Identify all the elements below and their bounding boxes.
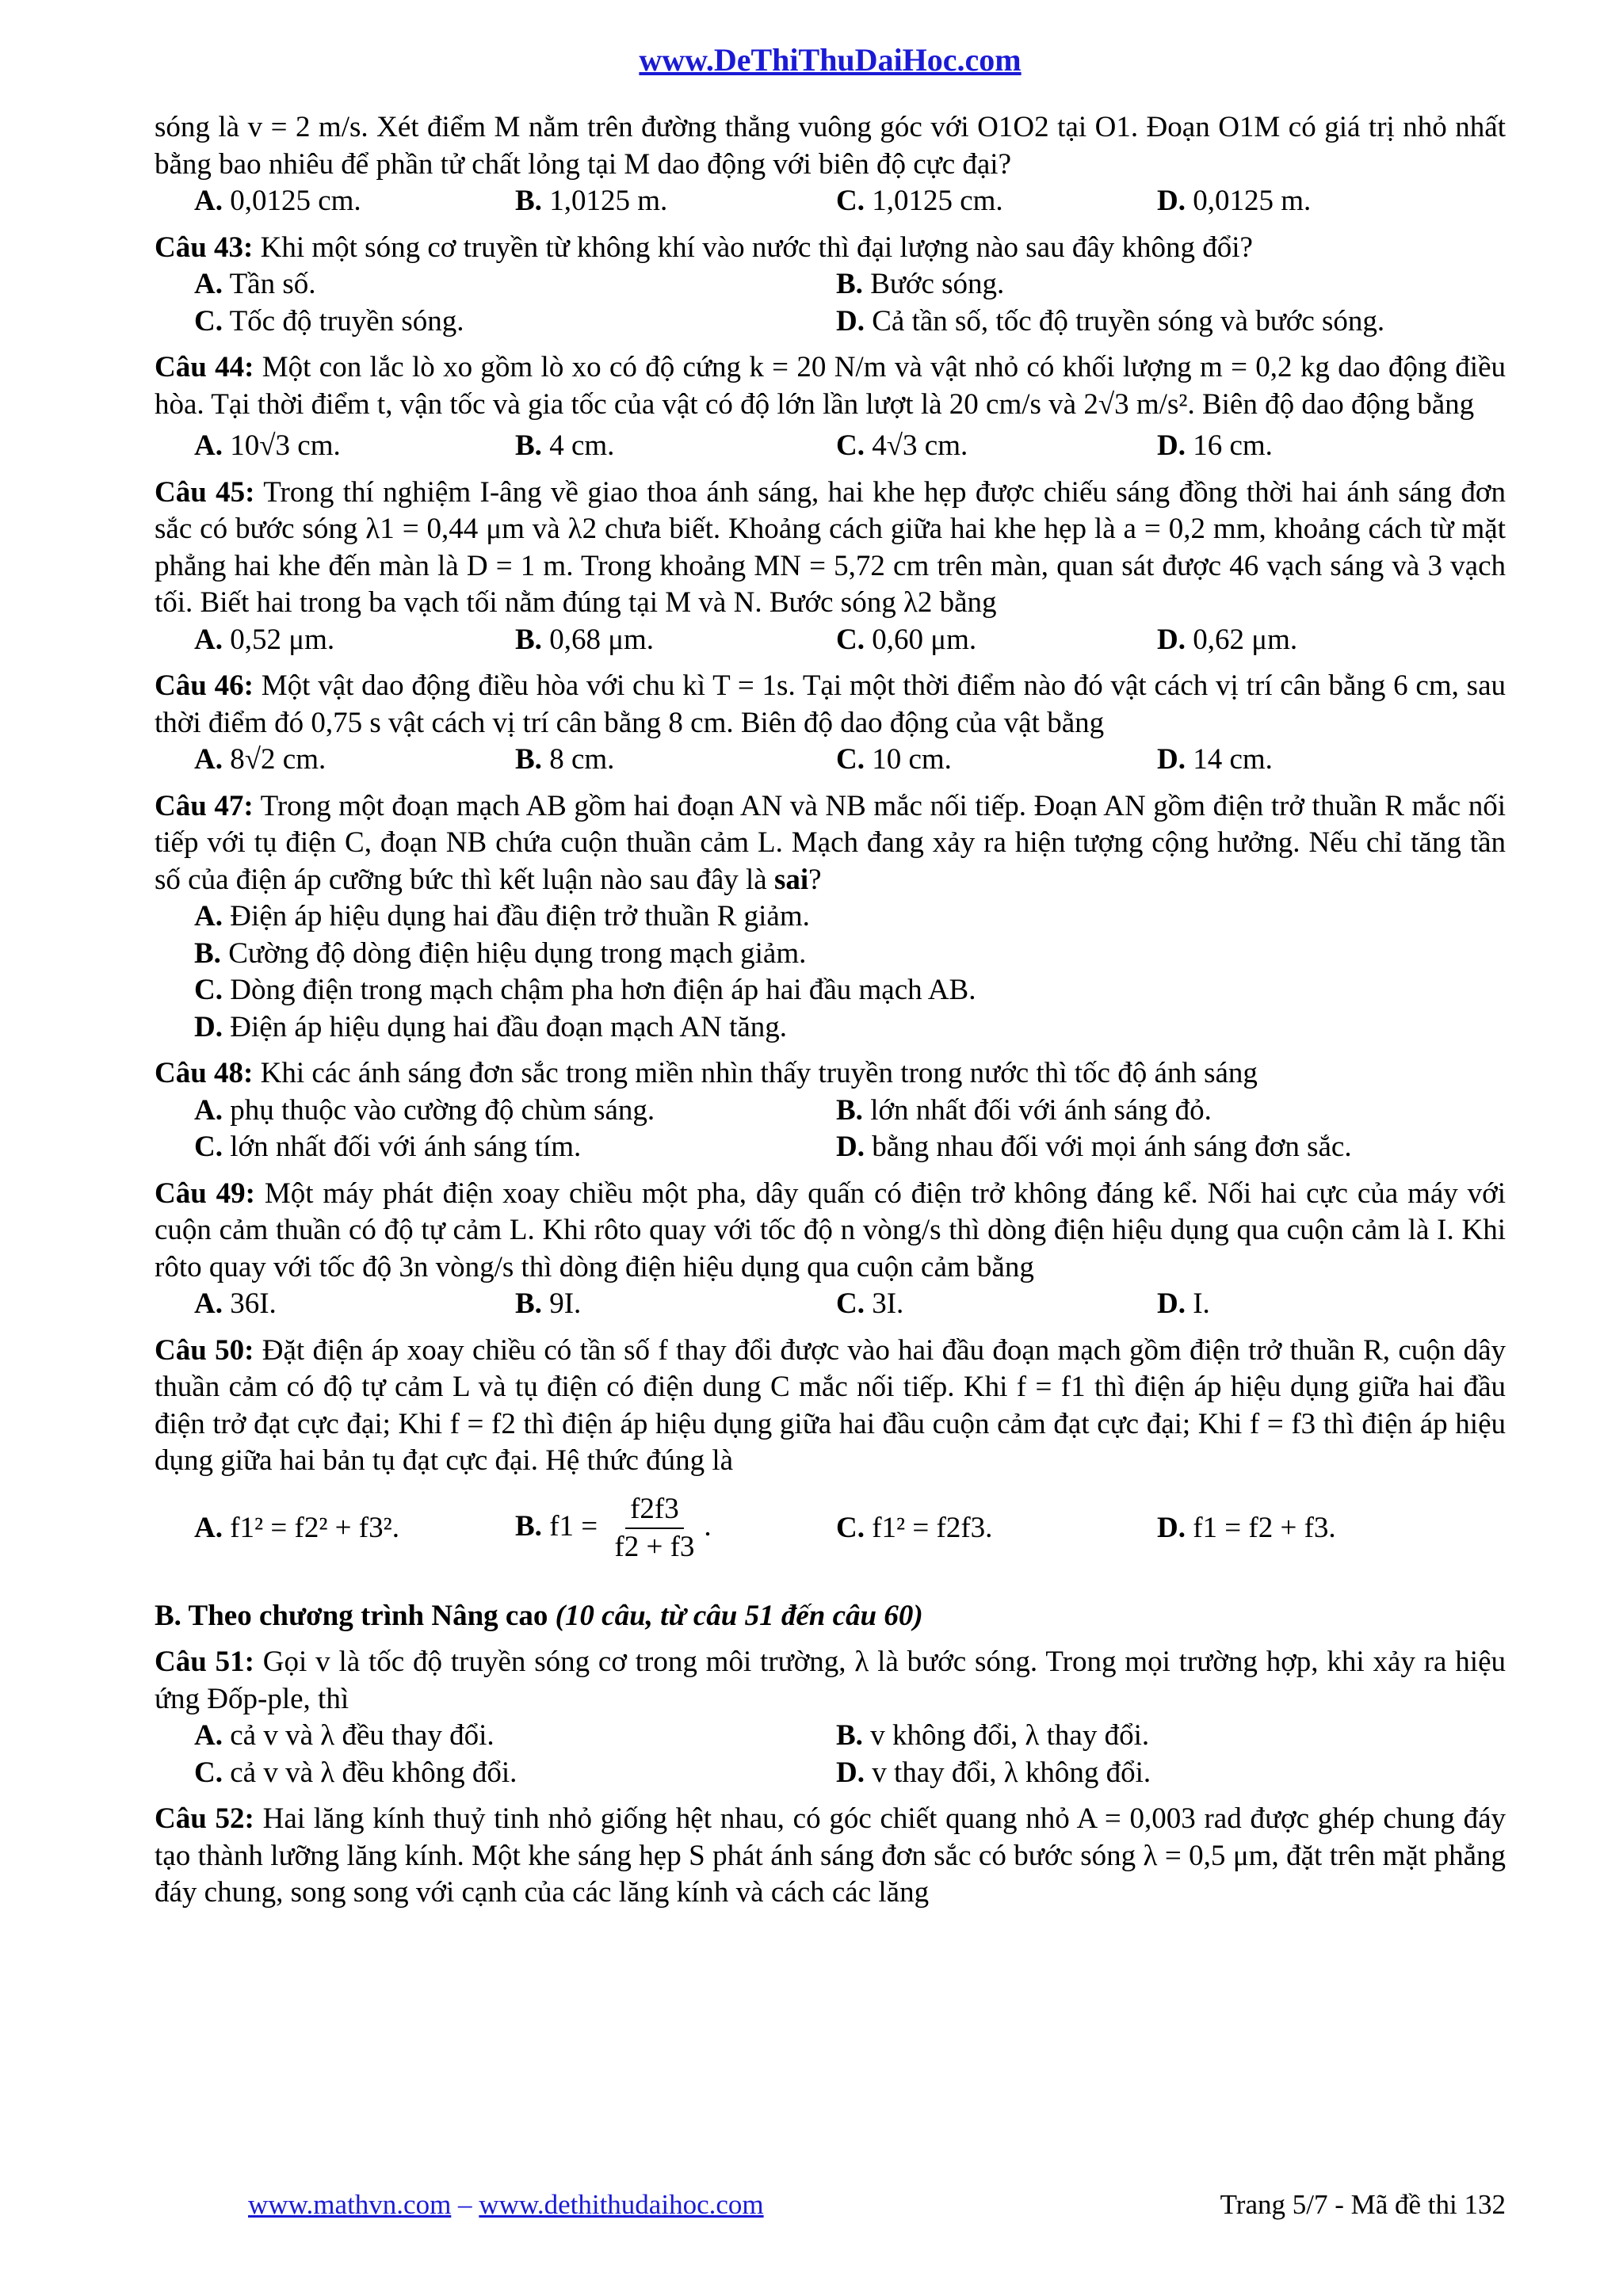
option-a: A. phụ thuộc vào cường độ chùm sáng. bbox=[194, 1093, 655, 1127]
question-46: Câu 46: Một vật dao động điều hòa với chu kì T = 1s. Tại một thời điểm nào đó vật cách vị trí cân bằng 6 cm, sau thời điểm đó 0,75 s vật cách vị trí cân bằng 8 cm. Biên độ dao động của vật bằng bbox=[155, 669, 1507, 739]
footer-links: www.mathvn.com – www.dethithudaihoc.com bbox=[248, 2189, 764, 2220]
option-a: A. 0,52 μm. bbox=[194, 623, 335, 656]
option-a: A. Tần số. bbox=[194, 268, 316, 300]
question-48: Câu 48: Khi các ánh sáng đơn sắc trong miền nhìn thấy truyền trong nước thì tốc độ ánh sáng bbox=[155, 1057, 1258, 1089]
option-b: B. 0,68 μm. bbox=[515, 623, 655, 656]
exam-content bbox=[155, 109, 1506, 1912]
question-52: Câu 52: Hai lăng kính thuỷ tinh nhỏ giống hệt nhau, có góc chiết quang nhỏ A = 0,003 rad được ghép chung đáy tạo thành lưỡng lăng kính. Một khe sáng hẹp S phát ánh sáng đơn sắc có bước sóng λ = 0,5 μm, đặt trên mặt phẳng đáy chung, song song với cạnh của các lăng kính và cách các lăng bbox=[155, 1802, 1506, 1909]
option-c: C. f1² = f2f3. bbox=[836, 1511, 993, 1544]
option-c: C. 4√3 cm. bbox=[836, 429, 968, 462]
option-a: A. 10√3 cm. bbox=[194, 429, 341, 462]
question-46-options bbox=[155, 742, 1506, 779]
fraction: $\frac{f2f3}{f2 + f3}$ bbox=[614, 1492, 695, 1563]
option-d: D. 0,62 μm. bbox=[1157, 623, 1298, 656]
footer-link-mathvn[interactable]: www.mathvn.com bbox=[248, 2189, 452, 2220]
option-c: C. lớn nhất đối với ánh sáng tím. bbox=[194, 1131, 582, 1163]
option-b: B. v không đổi, λ thay đổi. bbox=[836, 1719, 1150, 1752]
option-a: A. f1² = f2² + f3². bbox=[194, 1511, 399, 1544]
option-c: C. 1,0125 cm. bbox=[836, 185, 1003, 217]
option-b: B. 9I. bbox=[515, 1287, 582, 1320]
option-d: D. Cả tần số, tốc độ truyền sóng và bước sóng. bbox=[836, 304, 1385, 338]
question-45: Câu 45: Trong thí nghiệm I-âng về giao thoa ánh sáng, hai khe hẹp được chiếu sáng đồng thời hai ánh sáng đơn sắc có bước sóng λ1 = 0,44 μm và λ2 chưa biết. Khoảng cách giữa hai khe hẹp là a = 0,2 mm, khoảng cách từ mặt phẳng hai khe đến màn là D = 1 m. Trong khoảng MN = 5,72 cm trên màn, quan sát được 46 vạch sáng và 3 vạch tối. Biết hai trong ba vạch tối nằm đúng tại M và N. Bước sóng λ2 bằng bbox=[155, 475, 1506, 619]
question-50: Câu 50: Đặt điện áp xoay chiều có tần số f thay đổi được vào hai đầu đoạn mạch gồm điện trở thuần R, cuộn dây thuần cảm có độ tự cảm L và tụ điện có điện dung C mắc nối tiếp. Khi f = f1 thì điện áp hiệu dụng giữa hai đầu điện trở đạt cực đại; Khi f = f2 thì điện áp hiệu dụng giữa hai đầu cuộn cảm đạt cực đại; Khi f = f3 thì điện áp hiệu dụng giữa hai bản tụ đạt cực đại. Hệ thức đúng là bbox=[155, 1333, 1507, 1477]
option-c: C. 10 cm. bbox=[836, 743, 952, 776]
option-b: B. f1 = $\frac{f2f3}{f2 + f3}$ . bbox=[515, 1491, 836, 1566]
option-c: C. cả v và λ đều không đổi. bbox=[194, 1756, 517, 1789]
option-d: D. Điện áp hiệu dụng hai đầu đoạn mạch AN tăng. bbox=[194, 1010, 788, 1043]
option-c: C. 3I. bbox=[836, 1287, 904, 1320]
option-b: B. 8 cm. bbox=[515, 743, 615, 776]
option-b: B. lớn nhất đối với ánh sáng đỏ. bbox=[836, 1093, 1212, 1127]
option-b: B. 1,0125 m. bbox=[515, 185, 668, 217]
question-45-options bbox=[155, 622, 1506, 659]
option-a: A. Điện áp hiệu dụng hai đầu điện trở thuần R giảm. bbox=[194, 900, 810, 933]
question-50-options bbox=[155, 1491, 1506, 1566]
page-number: Trang 5/7 - Mã đề thi 132 bbox=[1220, 2189, 1506, 2220]
question-48-options-row1 bbox=[155, 1093, 1506, 1130]
question-42-options bbox=[155, 183, 1506, 220]
question-47: Câu 47: Trong một đoạn mạch AB gồm hai đoạn AN và NB mắc nối tiếp. Đoạn AN gồm điện trở thuần R mắc nối tiếp với tụ điện C, đoạn NB chứa cuộn thuần cảm L. Mạch đang xảy ra hiện tượng cộng hưởng. Nếu chỉ tăng tần số của điện áp cưỡng bức thì kết luận nào sau đây là sai? bbox=[155, 789, 1506, 896]
section-b-heading: B. Theo chương trình Nâng cao (10 câu, từ câu 51 đến câu 60) bbox=[155, 1599, 923, 1632]
option-b: B. Bước sóng. bbox=[836, 268, 1005, 300]
option-d: D. 0,0125 m. bbox=[1157, 185, 1312, 217]
site-header-link[interactable]: www.DeThiThuDaiHoc.com bbox=[639, 42, 1022, 78]
question-51-options-row1 bbox=[155, 1718, 1506, 1755]
option-b: B. Cường độ dòng điện hiệu dụng trong mạch giảm. bbox=[194, 936, 807, 970]
question-51: Câu 51: Gọi v là tốc độ truyền sóng cơ trong môi trường, λ là bước sóng. Trong mọi trường hợp, khi xảy ra hiệu ứng Đốp-ple, thì bbox=[155, 1646, 1507, 1715]
option-d: D. v thay đổi, λ không đổi. bbox=[836, 1756, 1151, 1789]
question-43: Câu 43: Khi một sóng cơ truyền từ không khí vào nước thì đại lượng nào sau đây không đổi? bbox=[155, 231, 1253, 264]
question-43-options-row2 bbox=[155, 303, 1506, 341]
footer-link-dethithudaihoc[interactable]: www.dethithudaihoc.com bbox=[479, 2189, 764, 2220]
option-a: A. 8√2 cm. bbox=[194, 743, 327, 776]
option-a: A. cả v và λ đều thay đổi. bbox=[194, 1719, 495, 1752]
question-42-text: sóng là v = 2 m/s. Xét điểm M nằm trên đường thẳng vuông góc với O1O2 tại O1. Đoạn O1M có giá trị nhỏ nhất bằng bao nhiêu để phần tử chất lỏng tại M dao động với biên độ cực đại? bbox=[155, 111, 1506, 181]
option-a: A. 36I. bbox=[194, 1287, 277, 1320]
option-d: D. bằng nhau đối với mọi ánh sáng đơn sắc. bbox=[836, 1131, 1352, 1163]
question-48-options-row2 bbox=[155, 1129, 1506, 1166]
question-49-options bbox=[155, 1286, 1506, 1323]
option-b: B. 4 cm. bbox=[515, 429, 615, 462]
option-d: D. 16 cm. bbox=[1157, 429, 1273, 462]
question-49: Câu 49: Một máy phát điện xoay chiều một pha, dây quấn có điện trở không đáng kể. Nối hai cực của máy với cuộn cảm thuần có độ tự cảm L. Khi rôto quay với tốc độ n vòng/s thì dòng điện hiệu dụng qua cuộn cảm là I. Khi rôto quay với tốc độ 3n vòng/s thì dòng điện hiệu dụng qua cuộn cảm bằng bbox=[155, 1177, 1506, 1283]
question-51-options-row2 bbox=[155, 1755, 1506, 1792]
question-44-options bbox=[155, 428, 1506, 465]
question-43-options-row1 bbox=[155, 266, 1506, 303]
option-c: C. Tốc độ truyền sóng. bbox=[194, 304, 464, 338]
option-c: C. Dòng điện trong mạch chậm pha hơn điện áp hai đầu mạch AB. bbox=[194, 974, 976, 1006]
option-d: D. I. bbox=[1157, 1287, 1210, 1320]
option-d: D. 14 cm. bbox=[1157, 743, 1273, 776]
option-c: C. 0,60 μm. bbox=[836, 623, 977, 656]
option-a: A. 0,0125 cm. bbox=[194, 185, 361, 217]
option-d: D. f1 = f2 + f3. bbox=[1157, 1511, 1336, 1544]
question-44: Câu 44: Một con lắc lò xo gồm lò xo có độ cứng k = 20 N/m và vật nhỏ có khối lượng m = 0,2 kg dao động điều hòa. Tại thời điểm t, vận tốc và gia tốc của vật có độ lớn lần lượt là 20 cm/s và 2√3 m/s². Biên độ dao động bằng bbox=[155, 351, 1506, 421]
